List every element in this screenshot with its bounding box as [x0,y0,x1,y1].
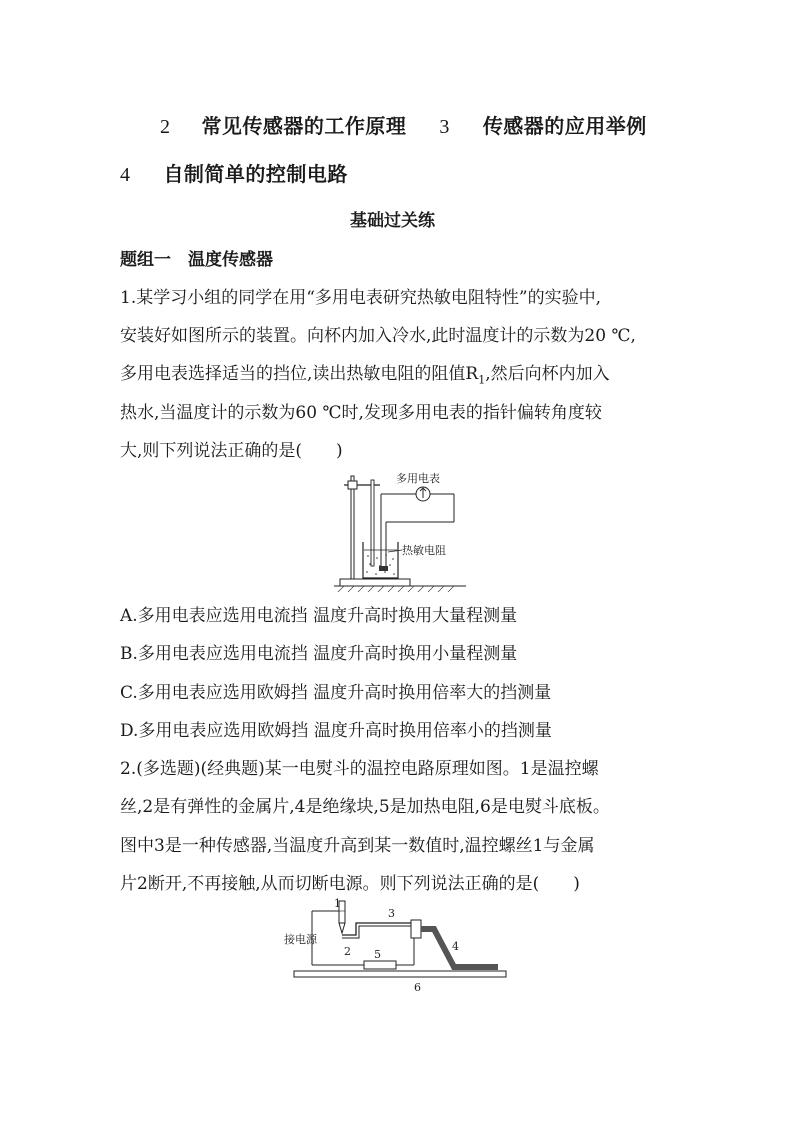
title-number-3: 3 [439,116,450,138]
group-heading: 题组一 温度传感器 [120,250,273,270]
figure-thermistor-setup [330,468,470,592]
q2-line-1: 2.(多选题)(经典题)某一电熨斗的温控电路原理如图。1是温控螺 [120,759,599,779]
q1-line-3 [120,359,610,386]
q1-line-1: 1.某学习小组的同学在用“多用电表研究热敏电阻特性”的实验中, [120,288,602,308]
q1-option-b: B.多用电表应选用电流挡 温度升高时换用小量程测量 [120,644,518,664]
figure-iron-circuit [282,895,514,995]
chapter-title-line-1 [160,110,647,139]
label-6: 6 [414,981,421,994]
title-text-sensor-application: 传感器的应用举例 [482,114,647,138]
q1-option-a: A.多用电表应选用电流挡 温度升高时换用大量程测量 [120,606,518,626]
q1-line-5: 大,则下列说法正确的是( ) [120,441,343,461]
q1-line-2: 安装好如图所示的装置。向杯内加入冷水,此时温度计的示数为20 ℃, [120,326,636,346]
title-text-sensor-principle: 常见传感器的工作原理 [201,114,407,138]
label-1: 1 [334,897,341,910]
q2-line-2: 丝,2是有弹性的金属片,4是绝缘块,5是加热电阻,6是电熨斗底板。 [120,797,610,817]
title-number-2: 2 [160,116,171,138]
section-heading: 基础过关练 [350,211,435,231]
label-2: 2 [344,945,351,958]
q2-line-4: 片2断开,不再接触,从而切断电源。则下列说法正确的是( ) [120,874,580,894]
label-power: 接电源 [284,933,317,946]
label-3: 3 [388,907,395,920]
label-thermistor: 热敏电阻 [402,544,446,557]
q1-line-4: 热水,当温度计的示数为60 ℃时,发现多用电表的指针偏转角度较 [120,403,602,423]
chapter-title-line-2 [120,158,348,187]
q2-line-3: 图中3是一种传感器,当温度升高到某一数值时,温控螺丝1与金属 [120,836,595,856]
title-number-4: 4 [120,164,131,186]
q1-line-3-tail: ,然后向杯内加入 [485,364,610,384]
label-5: 5 [374,948,381,961]
q1-option-c: C.多用电表应选用欧姆挡 温度升高时换用倍率大的挡测量 [120,683,552,703]
label-multimeter: 多用电表 [396,472,440,485]
title-text-control-circuit: 自制简单的控制电路 [163,162,348,186]
q1-line-3-text: 多用电表选择适当的挡位,读出热敏电阻的阻值R [120,364,479,384]
label-4: 4 [452,940,459,953]
q1-option-d: D.多用电表应选用欧姆挡 温度升高时换用倍率小的挡测量 [120,721,552,741]
q1-subscript: 1 [478,373,486,387]
